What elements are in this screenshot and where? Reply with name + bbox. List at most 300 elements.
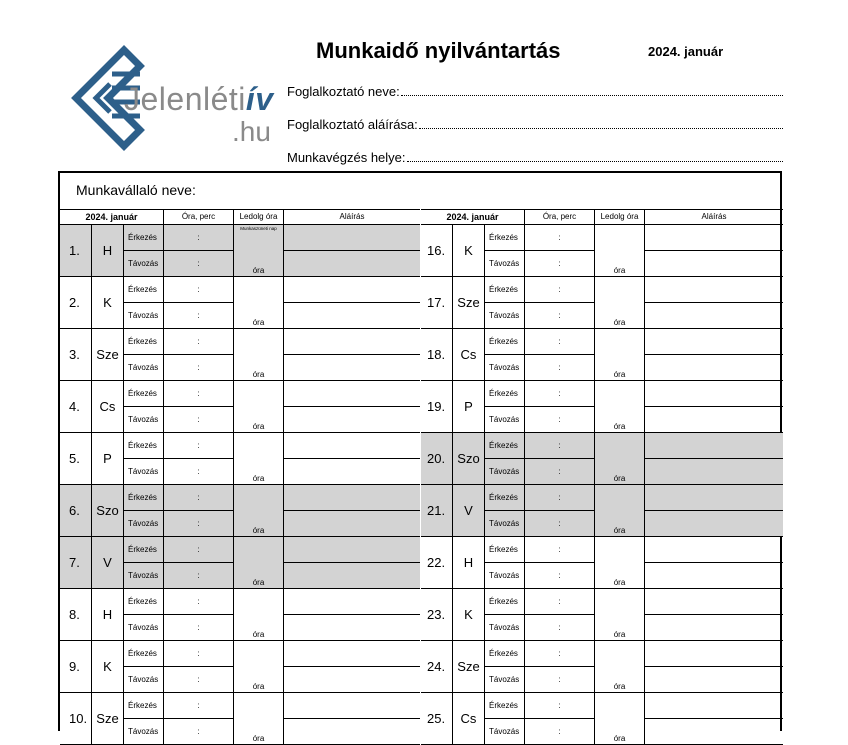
arrival-signature-field[interactable] [284, 329, 420, 355]
time-cells [164, 225, 234, 276]
hours-unit: óra [613, 474, 626, 483]
hours-unit: óra [252, 318, 265, 327]
day-row [421, 329, 783, 381]
arrival-departure-labels [124, 433, 164, 484]
arrival-time-field[interactable]: : [525, 537, 594, 563]
arrival-time-field[interactable]: : [525, 693, 594, 719]
day-row [421, 537, 783, 589]
weekday: K [453, 589, 485, 640]
signature-cells [645, 329, 783, 380]
day-number: 24. [421, 641, 453, 692]
day-number: 1. [60, 225, 92, 276]
departure-signature-field[interactable] [645, 303, 783, 328]
arrival-time-field[interactable]: : [525, 277, 594, 303]
worked-hours-field[interactable] [595, 537, 645, 588]
day-number: 21. [421, 485, 453, 536]
arrival-label: Érkezés [485, 433, 524, 459]
arrival-time-field[interactable]: : [164, 381, 233, 407]
day-row [60, 329, 420, 381]
hours-unit: óra [613, 318, 626, 327]
departure-signature-field[interactable] [284, 407, 420, 432]
arrival-signature-field[interactable] [284, 641, 420, 667]
arrival-label: Érkezés [124, 641, 163, 667]
departure-label: Távozás [128, 675, 159, 684]
time-cells [525, 641, 595, 692]
day-number: 19. [421, 381, 453, 432]
signature-cells [284, 329, 420, 380]
arrival-signature-field[interactable] [284, 225, 420, 251]
arrival-departure-labels [124, 693, 164, 744]
weekday: H [92, 225, 124, 276]
day-number: 8. [60, 589, 92, 640]
departure-signature-field[interactable] [645, 719, 783, 744]
day-row [60, 433, 420, 485]
arrival-signature-field[interactable] [645, 485, 783, 511]
departure-label: Távozás [489, 259, 520, 268]
departure-time-field[interactable]: : [197, 571, 200, 580]
departure-signature-field[interactable] [645, 355, 783, 380]
departure-label: Távozás [128, 571, 159, 580]
arrival-label: Érkezés [485, 329, 524, 355]
arrival-label: Érkezés [124, 485, 163, 511]
departure-label: Távozás [489, 415, 520, 424]
weekday: V [92, 537, 124, 588]
arrival-time-field[interactable]: : [164, 485, 233, 511]
employer-name-label: Foglalkoztató neve: [287, 84, 400, 99]
arrival-signature-field[interactable] [645, 537, 783, 563]
arrival-signature-field[interactable] [284, 485, 420, 511]
arrival-departure-labels [485, 537, 525, 588]
page-title: Munkaidő nyilvántartás [316, 38, 561, 63]
arrival-label: Érkezés [485, 277, 524, 303]
hours-unit: óra [252, 682, 265, 691]
signature-cells [645, 277, 783, 328]
departure-time-field[interactable]: : [558, 311, 561, 320]
departure-signature-field[interactable] [284, 667, 420, 692]
arrival-departure-labels [485, 329, 525, 380]
arrival-signature-field[interactable] [645, 693, 783, 719]
arrival-signature-field[interactable] [284, 381, 420, 407]
day-row [60, 641, 420, 693]
signature-cells [284, 641, 420, 692]
departure-signature-field[interactable] [284, 303, 420, 328]
day-row [60, 381, 420, 433]
arrival-time-field[interactable]: : [525, 329, 594, 355]
worked-hours-field[interactable] [595, 329, 645, 380]
day-number: 16. [421, 225, 453, 276]
signature-cells [645, 225, 783, 276]
day-number: 7. [60, 537, 92, 588]
worked-hours-field[interactable] [234, 329, 284, 380]
timesheet-table-right [421, 209, 783, 745]
weekday: Sze [453, 277, 485, 328]
day-row [421, 641, 783, 693]
departure-signature-field[interactable] [284, 511, 420, 536]
worked-hours-field[interactable] [234, 693, 284, 744]
departure-label: Távozás [489, 675, 520, 684]
col-signature: Aláírás [701, 212, 727, 221]
worked-hours-field[interactable] [595, 381, 645, 432]
arrival-time-field[interactable]: : [525, 485, 594, 511]
col-date: 2024. január [421, 210, 525, 224]
dotted-line [419, 127, 783, 129]
signature-cells [645, 485, 783, 536]
arrival-time-field[interactable]: : [164, 589, 233, 615]
arrival-signature-field[interactable] [645, 381, 783, 407]
arrival-time-field[interactable]: : [164, 641, 233, 667]
arrival-label: Érkezés [485, 537, 524, 563]
departure-label: Távozás [128, 363, 159, 372]
workplace-label: Munkavégzés helye: [287, 150, 406, 165]
hours-unit: óra [252, 422, 265, 431]
employee-name-label: Munkavállaló neve: [76, 182, 196, 198]
arrival-label: Érkezés [485, 641, 524, 667]
worked-hours-field[interactable] [595, 485, 645, 536]
departure-time-field[interactable]: : [558, 519, 561, 528]
arrival-departure-labels [485, 589, 525, 640]
arrival-signature-field[interactable] [645, 433, 783, 459]
weekday: Cs [453, 329, 485, 380]
hours-unit: óra [252, 734, 265, 743]
departure-time-field[interactable]: : [558, 727, 561, 736]
signature-cells [284, 277, 420, 328]
day-number: 23. [421, 589, 453, 640]
day-row [421, 693, 783, 745]
arrival-signature-field[interactable] [284, 537, 420, 563]
jelenletiiv-logo [66, 44, 282, 160]
col-date: 2024. január [60, 210, 164, 224]
arrival-signature-field[interactable] [284, 433, 420, 459]
departure-time-field[interactable]: : [197, 519, 200, 528]
departure-time-field[interactable]: : [558, 623, 561, 632]
departure-time-field[interactable]: : [197, 259, 200, 268]
worked-hours-field[interactable] [234, 589, 284, 640]
signature-cells [284, 693, 420, 744]
period-label: 2024. január [648, 44, 724, 59]
signature-cells [645, 693, 783, 744]
time-cells [164, 589, 234, 640]
weekday: Sze [92, 329, 124, 380]
day-number: 5. [60, 433, 92, 484]
signature-cells [645, 433, 783, 484]
arrival-signature-field[interactable] [645, 225, 783, 251]
hours-unit: óra [613, 266, 626, 275]
time-cells [525, 693, 595, 744]
departure-label: Távozás [489, 623, 520, 632]
weekday: K [92, 277, 124, 328]
hours-unit: óra [252, 578, 265, 587]
hours-unit: óra [252, 266, 265, 275]
arrival-label: Érkezés [485, 485, 524, 511]
departure-time-field[interactable]: : [558, 467, 561, 476]
day-row [60, 225, 420, 277]
time-cells [164, 381, 234, 432]
departure-signature-field[interactable] [645, 459, 783, 484]
weekday: Sze [92, 693, 124, 744]
day-number: 2. [60, 277, 92, 328]
departure-label: Távozás [128, 259, 159, 268]
worked-hours-field[interactable] [234, 277, 284, 328]
arrival-time-field[interactable]: : [164, 693, 233, 719]
arrival-departure-labels [124, 641, 164, 692]
weekday: Szo [92, 485, 124, 536]
arrival-signature-field[interactable] [284, 693, 420, 719]
day-row [421, 277, 783, 329]
employer-signature-field[interactable] [287, 116, 783, 132]
arrival-signature-field[interactable] [645, 641, 783, 667]
arrival-departure-labels [485, 693, 525, 744]
departure-signature-field[interactable] [645, 251, 783, 276]
arrival-departure-labels [124, 277, 164, 328]
departure-label: Távozás [128, 519, 159, 528]
time-cells [164, 641, 234, 692]
arrival-departure-labels [124, 485, 164, 536]
col-overtime: Ledolg óra [595, 210, 645, 224]
arrival-departure-labels [485, 433, 525, 484]
departure-label: Távozás [489, 571, 520, 580]
day-row [60, 693, 420, 745]
weekday: K [453, 225, 485, 276]
day-number: 3. [60, 329, 92, 380]
time-cells [525, 277, 595, 328]
arrival-departure-labels [485, 225, 525, 276]
departure-time-field[interactable]: : [558, 571, 561, 580]
hours-unit: óra [252, 630, 265, 639]
arrival-departure-labels [124, 225, 164, 276]
departure-time-field[interactable]: : [558, 675, 561, 684]
time-cells [164, 537, 234, 588]
departure-signature-field[interactable] [284, 459, 420, 484]
signature-cells [645, 537, 783, 588]
departure-label: Távozás [128, 415, 159, 424]
day-number: 17. [421, 277, 453, 328]
arrival-label: Érkezés [124, 277, 163, 303]
arrival-signature-field[interactable] [645, 589, 783, 615]
day-number: 6. [60, 485, 92, 536]
arrival-label: Érkezés [124, 537, 163, 563]
arrival-signature-field[interactable] [645, 277, 783, 303]
weekday: P [453, 381, 485, 432]
day-number: 18. [421, 329, 453, 380]
logo-domain: .hu [232, 116, 271, 147]
time-cells [525, 485, 595, 536]
signature-cells [284, 381, 420, 432]
departure-signature-field[interactable] [284, 719, 420, 744]
arrival-departure-labels [124, 589, 164, 640]
time-cells [164, 329, 234, 380]
weekday: V [453, 485, 485, 536]
time-cells [525, 225, 595, 276]
time-cells [525, 537, 595, 588]
signature-cells [284, 589, 420, 640]
worked-hours-field[interactable] [595, 277, 645, 328]
day-number: 9. [60, 641, 92, 692]
worked-hours-field[interactable] [595, 433, 645, 484]
worked-hours-field[interactable] [595, 693, 645, 744]
arrival-departure-labels [485, 641, 525, 692]
arrival-time-field[interactable]: : [525, 433, 594, 459]
departure-signature-field[interactable] [645, 407, 783, 432]
departure-label: Távozás [128, 623, 159, 632]
departure-time-field[interactable]: : [558, 415, 561, 424]
arrival-label: Érkezés [485, 589, 524, 615]
signature-cells [284, 537, 420, 588]
day-row [60, 589, 420, 641]
departure-label: Távozás [489, 467, 520, 476]
col-overtime: Ledolg óra [234, 210, 284, 224]
arrival-label: Érkezés [124, 589, 163, 615]
departure-label: Távozás [128, 727, 159, 736]
arrival-signature-field[interactable] [645, 329, 783, 355]
weekday: Sze [453, 641, 485, 692]
departure-label: Távozás [489, 311, 520, 320]
arrival-label: Érkezés [485, 225, 524, 251]
hours-unit: óra [252, 474, 265, 483]
departure-label: Távozás [489, 363, 520, 372]
arrival-label: Érkezés [124, 433, 163, 459]
hours-unit: óra [613, 734, 626, 743]
weekday: Cs [453, 693, 485, 744]
departure-time-field[interactable]: : [197, 727, 200, 736]
day-number: 25. [421, 693, 453, 744]
departure-time-field[interactable]: : [197, 311, 200, 320]
arrival-label: Érkezés [485, 381, 524, 407]
departure-signature-field[interactable] [645, 511, 783, 536]
col-signature: Aláírás [339, 212, 365, 221]
employer-name-field[interactable] [287, 83, 783, 99]
time-cells [164, 485, 234, 536]
arrival-time-field[interactable]: : [164, 329, 233, 355]
day-number: 20. [421, 433, 453, 484]
departure-signature-field[interactable] [645, 667, 783, 692]
hours-unit: óra [252, 526, 265, 535]
departure-time-field[interactable]: : [558, 259, 561, 268]
arrival-time-field[interactable]: : [164, 225, 233, 251]
arrival-label: Érkezés [124, 381, 163, 407]
hours-unit: óra [613, 422, 626, 431]
departure-label: Távozás [489, 519, 520, 528]
departure-time-field[interactable]: : [197, 415, 200, 424]
time-cells [525, 433, 595, 484]
arrival-time-field[interactable]: : [525, 225, 594, 251]
dotted-line [407, 160, 783, 162]
arrival-time-field[interactable]: : [164, 537, 233, 563]
arrival-time-field[interactable]: : [525, 381, 594, 407]
day-row [421, 485, 783, 537]
departure-label: Távozás [128, 311, 159, 320]
col-time: Óra, perc [164, 210, 234, 224]
arrival-signature-field[interactable] [284, 277, 420, 303]
signature-cells [284, 485, 420, 536]
worked-hours-field[interactable] [595, 641, 645, 692]
worked-hours-field[interactable] [234, 381, 284, 432]
worked-hours-field[interactable] [234, 485, 284, 536]
day-row [421, 225, 783, 277]
departure-label: Távozás [128, 467, 159, 476]
worked-hours-field[interactable] [595, 225, 645, 276]
hours-unit: óra [613, 370, 626, 379]
arrival-label: Érkezés [124, 329, 163, 355]
weekday: K [92, 641, 124, 692]
arrival-signature-field[interactable] [284, 589, 420, 615]
day-number: 22. [421, 537, 453, 588]
logo-wordmark: Jelenlétiív [124, 81, 274, 117]
worked-hours-field[interactable] [595, 589, 645, 640]
worked-hours-field[interactable] [234, 641, 284, 692]
time-cells [164, 277, 234, 328]
day-row [421, 433, 783, 485]
departure-time-field[interactable]: : [558, 363, 561, 372]
time-cells [164, 693, 234, 744]
arrival-departure-labels [485, 485, 525, 536]
signature-cells [645, 381, 783, 432]
employer-signature-label: Foglalkoztató aláírása: [287, 117, 418, 132]
arrival-time-field[interactable]: : [525, 641, 594, 667]
departure-signature-field[interactable] [645, 563, 783, 588]
time-cells [525, 381, 595, 432]
workplace-field[interactable] [287, 149, 783, 165]
worked-hours-field[interactable] [234, 433, 284, 484]
departure-signature-field[interactable] [284, 251, 420, 276]
day-row [60, 485, 420, 537]
day-row [421, 589, 783, 641]
day-row [60, 537, 420, 589]
hours-unit: óra [613, 578, 626, 587]
time-cells [525, 589, 595, 640]
time-cells [164, 433, 234, 484]
timesheet-table-left [60, 209, 420, 745]
departure-signature-field[interactable] [284, 615, 420, 640]
arrival-label: Érkezés [485, 693, 524, 719]
arrival-time-field[interactable]: : [525, 589, 594, 615]
departure-time-field[interactable]: : [197, 467, 200, 476]
hours-unit: óra [613, 630, 626, 639]
arrival-departure-labels [124, 537, 164, 588]
arrival-departure-labels [124, 329, 164, 380]
arrival-departure-labels [485, 381, 525, 432]
day-number: 4. [60, 381, 92, 432]
hours-unit: óra [613, 682, 626, 691]
hours-unit: óra [613, 526, 626, 535]
departure-time-field[interactable]: : [197, 675, 200, 684]
signature-cells [645, 589, 783, 640]
col-time: Óra, perc [525, 210, 595, 224]
departure-time-field[interactable]: : [197, 363, 200, 372]
arrival-departure-labels [124, 381, 164, 432]
table-header [421, 209, 783, 225]
departure-time-field[interactable]: : [197, 623, 200, 632]
dotted-line [401, 94, 783, 96]
day-number: 10. [60, 693, 92, 744]
worked-hours-field[interactable] [234, 225, 284, 276]
worked-hours-field[interactable] [234, 537, 284, 588]
weekday: P [92, 433, 124, 484]
departure-signature-field[interactable] [284, 563, 420, 588]
hours-unit: óra [252, 370, 265, 379]
weekday: H [92, 589, 124, 640]
signature-cells [284, 433, 420, 484]
day-row [60, 277, 420, 329]
arrival-time-field[interactable]: : [164, 277, 233, 303]
signature-cells [284, 225, 420, 276]
departure-signature-field[interactable] [645, 615, 783, 640]
arrival-label: Érkezés [124, 225, 163, 251]
departure-label: Távozás [489, 727, 520, 736]
departure-signature-field[interactable] [284, 355, 420, 380]
day-row [421, 381, 783, 433]
weekday: Szo [453, 433, 485, 484]
arrival-time-field[interactable]: : [164, 433, 233, 459]
